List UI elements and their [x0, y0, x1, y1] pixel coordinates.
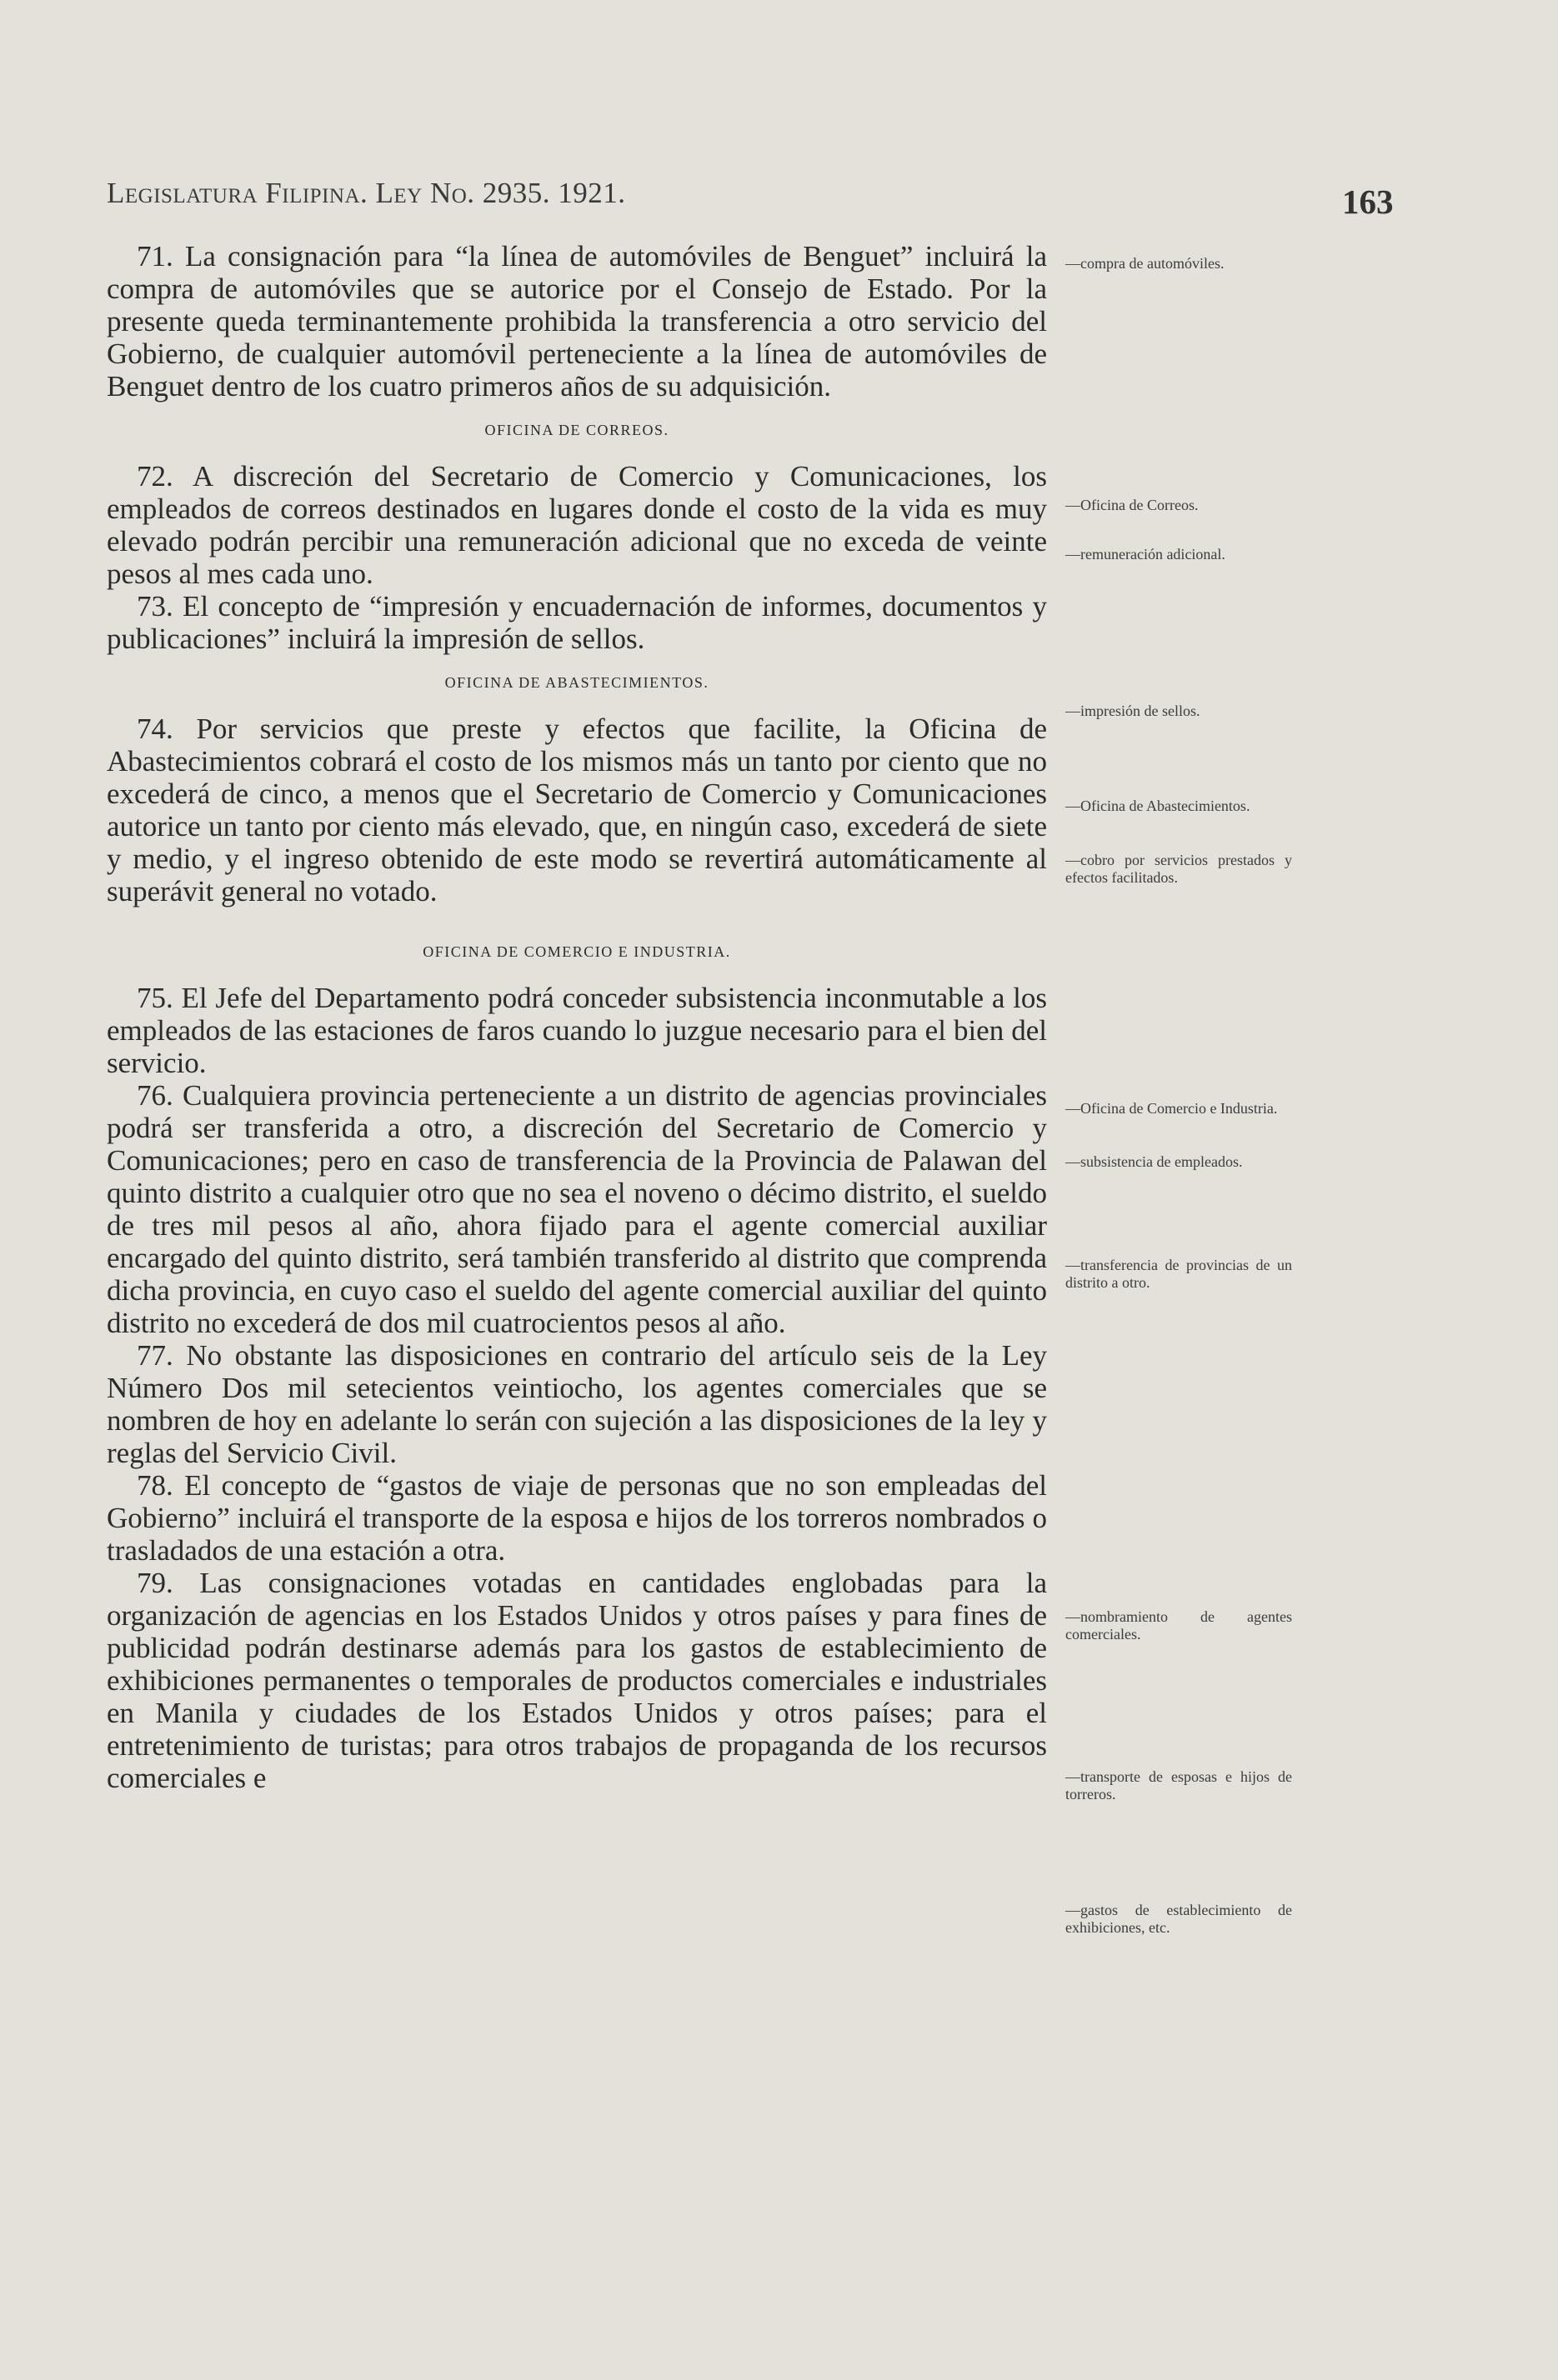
- margin-note-subsistencia: —subsistencia de empleados.: [1065, 1153, 1243, 1170]
- margin-note-nombramiento-agentes: —nombramiento de agentes comerciales.: [1065, 1608, 1292, 1642]
- paragraph-79: 79. Las consignaciones votadas en cantidades englobadas para la organización de agencias en los Estados Unidos y otros países y para fines de publicidad podrán destinarse además para los gastos de establecimiento de exhibiciones permanentes o temporales de productos comerciales e industriales en Manila y ciudades de los Estados Unidos y otros países; para el entretenimiento de turistas; para otros trabajos de propaganda de los recursos comerciales e: [107, 1567, 1047, 1794]
- page-number: 163: [1342, 182, 1394, 221]
- margin-note-oficina-correos: —Oficina de Correos.: [1065, 497, 1199, 513]
- margin-note-oficina-comercio: —Oficina de Comercio e Industria.: [1065, 1100, 1278, 1117]
- margin-note-transferencia-provincias: —transferencia de provincias de un distrito a otro.: [1065, 1257, 1292, 1291]
- paragraph-76: 76. Cualquiera provincia perteneciente a un distrito de agencias provinciales podrá ser transferida a otro, a discreción del Secretario de Comercio y Comunicaciones; pero en caso de transferencia de la Provincia de Palawan del quinto distrito a cualquier otro que no sea el noveno o décimo distrito, el sueldo de tres mil pesos al año, ahora fijado para el agente comercial auxiliar encargado del quinto distrito, será también transferido al distrito que comprenda dicha provincia, en cuyo caso el sueldo del agente comercial auxiliar del quinto distrito no excederá de dos mil cuatrocientos pesos al año.: [107, 1079, 1047, 1339]
- paragraph-78: 78. El concepto de “gastos de viaje de personas que no son empleadas del Gobierno” incluirá el transporte de la esposa e hijos de los torreros nombrados o trasladados de una estación a otra.: [107, 1469, 1047, 1567]
- paragraph-74: 74. Por servicios que preste y efectos que facilite, la Oficina de Abastecimientos cobrará el costo de los mismos más un tanto por ciento que no excederá de cinco, a menos que el Secretario de Comercio y Comunicaciones autorice un tanto por ciento más elevado, que, en ningún caso, excederá de siete y medio, y el ingreso obtenido de este modo se revertirá automáticamente al superávit general no votado.: [107, 712, 1047, 908]
- body-text: [107, 240, 1047, 1794]
- paragraph-77: 77. No obstante las disposiciones en contrario del artículo seis de la Ley Número Dos mil setecientos veintiocho, los agentes comerciales que se nombren de hoy en adelante lo serán con sujeción a las disposiciones de la ley y reglas del Servicio Civil.: [107, 1339, 1047, 1469]
- paragraph-71: 71. La consignación para “la línea de automóviles de Benguet” incluirá la compra de automóviles que se autorice por el Consejo de Estado. Por la presente queda terminantemente prohibida la transferencia a otro servicio del Gobierno, de cualquier automóvil perteneciente a la línea de automóviles de Benguet dentro de los cuatro primeros años de su adquisición.: [107, 240, 1047, 402]
- paragraph-72: 72. A discreción del Secretario de Comercio y Comunicaciones, los empleados de correos destinados en lugares donde el costo de la vida es muy elevado podrán percibir una remuneración adicional que no exceda de veinte pesos al mes cada uno.: [107, 460, 1047, 590]
- margin-note-remuneracion: —remuneración adicional.: [1065, 546, 1225, 562]
- paragraph-73: 73. El concepto de “impresión y encuadernación de informes, documentos y publicaciones” incluirá la impresión de sellos.: [107, 590, 1047, 655]
- margin-note-compra-automoviles: —compra de automóviles.: [1065, 255, 1225, 272]
- paragraph-75: 75. El Jefe del Departamento podrá conceder subsistencia inconmutable a los empleados de las estaciones de faros cuando lo juzgue necesario para el bien del servicio.: [107, 982, 1047, 1079]
- margin-note-oficina-abastecimientos: —Oficina de Abastecimientos.: [1065, 798, 1250, 814]
- heading-oficina-correos: OFICINA DE CORREOS.: [484, 422, 669, 438]
- heading-oficina-abastecimientos: OFICINA DE ABASTECIMIENTOS.: [444, 674, 709, 691]
- margin-note-transporte-esposas: —transporte de esposas e hijos de torreros.: [1065, 1768, 1292, 1802]
- margin-note-impresion-sellos: —impresión de sellos.: [1065, 702, 1200, 719]
- margin-note-cobro-servicios: —cobro por servicios prestados y efectos facilitados.: [1065, 852, 1292, 886]
- margin-note-gastos-exhibiciones: —gastos de establecimiento de exhibiciones, etc.: [1065, 1902, 1292, 1936]
- running-head: Legislatura Filipina. Ley No. 2935. 1921.: [107, 177, 626, 209]
- heading-oficina-comercio: OFICINA DE COMERCIO E INDUSTRIA.: [423, 943, 731, 960]
